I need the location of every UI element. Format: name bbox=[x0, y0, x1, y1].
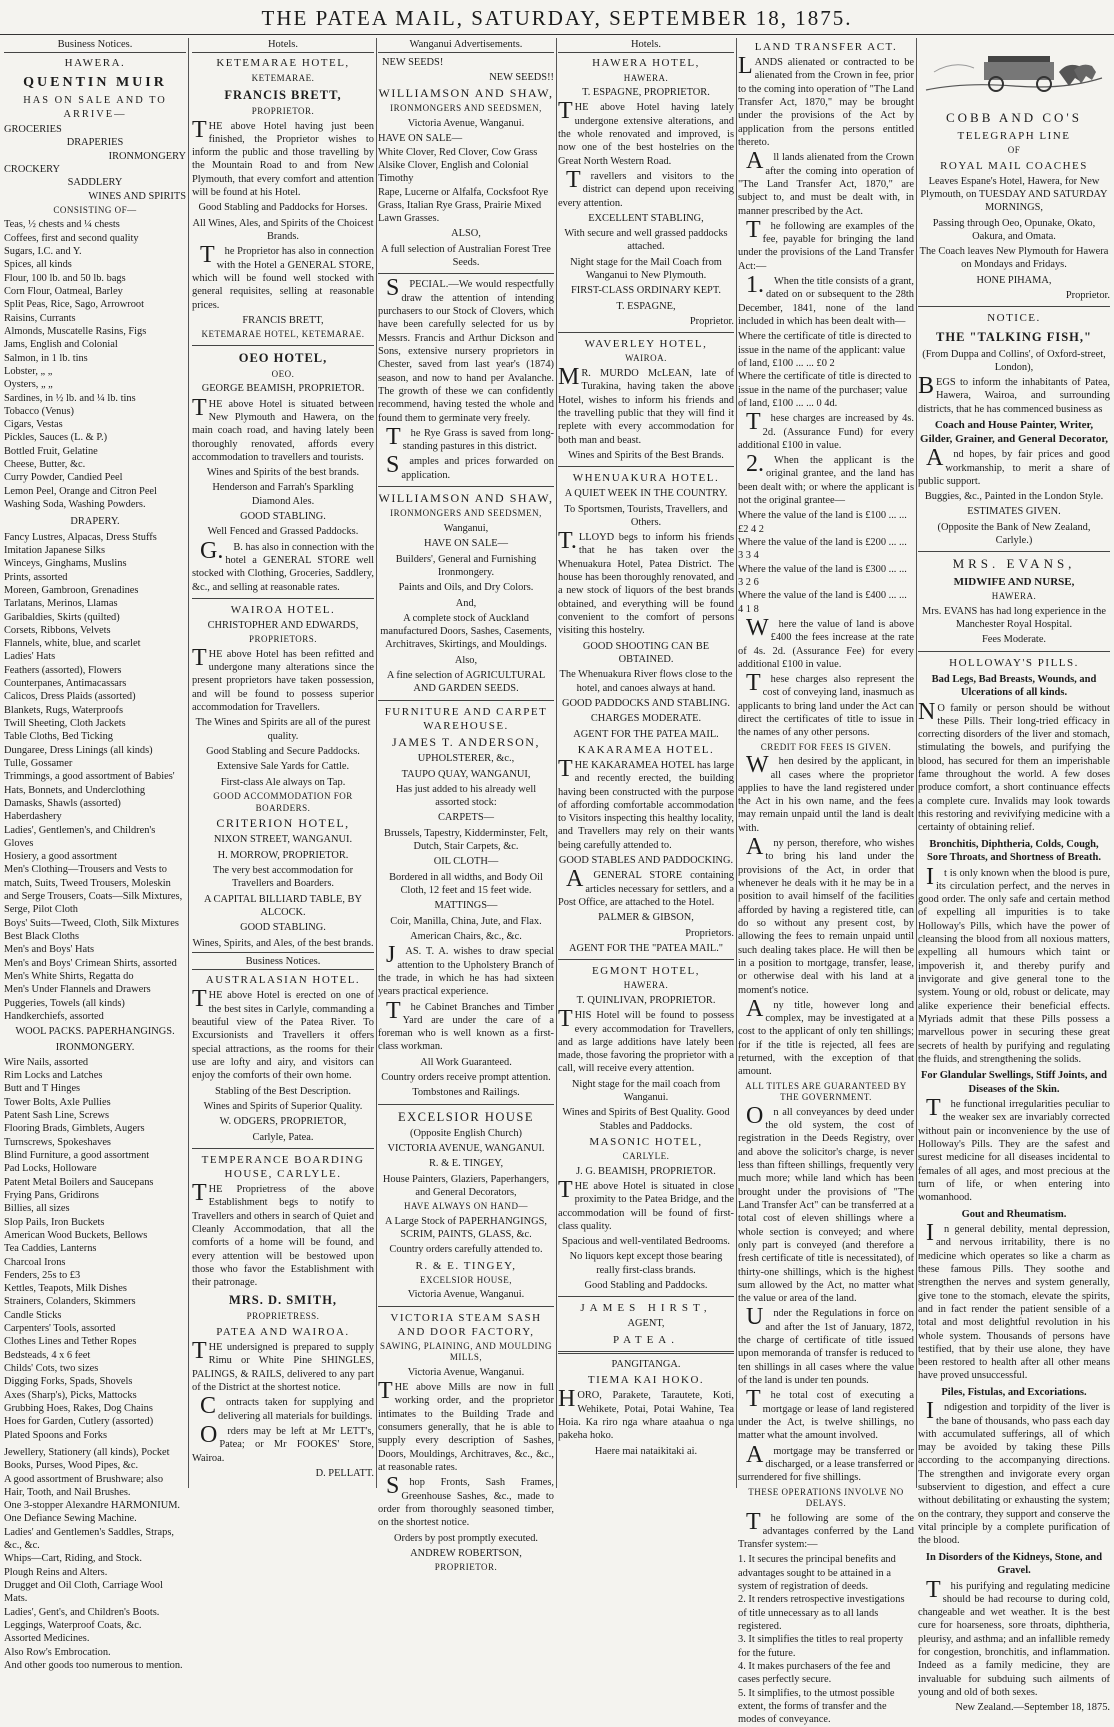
divider bbox=[918, 306, 1110, 307]
ad-text: Buggies, &c., Painted in the London Style. bbox=[924, 491, 1104, 503]
ad-text: Well Fenced and Grassed Paddocks. bbox=[207, 526, 359, 538]
notice-text: Amortgage may be transferred or discharged, or a lease transferred or surrendered for five shillings. bbox=[738, 1441, 914, 1484]
ad-text: GOOD STABLES AND PADDOCKING. bbox=[558, 855, 734, 867]
ad-text: Indigestion and torpidity of the liver is the bane of thousands, who pass each day with accumulated sufferings, all of which may be avoided by taking these Pills according to the accompanying directions. The strengthen and invigorate every organ subservient to digestion, and effect a cure without debilitating or exhausting the system; on the contrary, they support and conserve the vital principle by a complete purification of the blood. bbox=[918, 1398, 1110, 1547]
column-divider bbox=[736, 38, 737, 1488]
ad-text: Country orders carefully attended to. bbox=[389, 1244, 543, 1256]
ad-text: Stabling of the Best Description. bbox=[215, 1085, 351, 1097]
trade-line: Coach and House Painter, Writer, Gilder, Grainer, and General Decorator, bbox=[920, 419, 1108, 446]
ad-text: Haere mai nataikitaki ai. bbox=[594, 1445, 698, 1457]
notice-text: 2.When the applicant is the original grantee, and the land has been dealt with; or where the applicant is not the original grantee— bbox=[738, 451, 914, 507]
signature: ANDREW ROBERTSON, bbox=[410, 1547, 522, 1559]
ad-title: EXCELSIOR HOUSE bbox=[397, 1109, 535, 1124]
notice-text: The following are some of the advantages conferred by the Land Transfer system:— bbox=[738, 1508, 914, 1551]
merchant-trade: IRONMONGERS AND SEEDSMEN, bbox=[390, 508, 542, 519]
hotel-title: KAKARAMEA HOTEL. bbox=[577, 743, 715, 756]
divider bbox=[918, 651, 1110, 652]
ad-text: It is only known when the blood is pure, its circulation perfect, and the nerves in good order. The only safe and certain method of expelling all impurities is to take Holloway's Pills, which have the power of cleansing the blood from all noxious matters, expelling all humours which taint or impoverish it, and thereby purify and invigorate and give general tone to the system. Young or old, robust or delicate, may alike experience their beneficial effects. Myriads admit that these Pills possess a marvellous power in securing these great secrets of health by purifying and regulating the fluids, and strengthening the solids. bbox=[918, 863, 1110, 1065]
category: SADDLERY bbox=[67, 177, 123, 189]
divider bbox=[378, 486, 554, 487]
ad-text: Night stage for the Mail Coach from Wanganui to New Plymouth. bbox=[570, 256, 722, 282]
ad-text: (Opposite the Bank of New Zealand, Carlyle.) bbox=[937, 521, 1091, 547]
ad-title: TEMPERANCE BOARDING HOUSE, CARLYLE. bbox=[201, 1153, 365, 1180]
column-1 bbox=[4, 38, 186, 1671]
ad-text: Wines and Spirits of Best Quality. Good Stables and Paddocks. bbox=[562, 1107, 730, 1132]
ad-text: Good Stabling and Secure Paddocks. bbox=[206, 746, 360, 758]
proprietor-name: J. G. BEAMISH, PROPRIETOR. bbox=[576, 1165, 716, 1177]
proprietor-role: PROPRIETOR. bbox=[434, 1562, 498, 1573]
ad-text: A Large Stock of PAPERHANGINGS, SCRIM, PAINTS, GLASS, &c. bbox=[385, 1215, 547, 1241]
category-list bbox=[4, 123, 186, 203]
ad-text: Travellers and visitors to the district can depend upon receiving every attention. bbox=[558, 166, 734, 209]
ad-text: The functional irregularities peculiar to the weaker sex are invariably corrected without pain or inconvenience by the use of Holloway's Pills. They are the safest and surest medicine for all diseases incidental to females of all ages, and most precious at the turn of life, or when entering into womanhood. bbox=[918, 1095, 1110, 1204]
merchant-address: TAUPO QUAY, WANGANUI, bbox=[401, 768, 531, 780]
sub-heading: In Disorders of the Kidneys, Stone, and Gravel. bbox=[925, 1551, 1103, 1577]
and-label: And, bbox=[455, 597, 477, 609]
section-header: Business Notices. bbox=[4, 38, 186, 53]
notice-title: PANGITANGA. bbox=[611, 1358, 681, 1370]
merchant-name: JAMES T. ANDERSON, bbox=[392, 734, 540, 749]
hotel-place: WAIROA. bbox=[625, 353, 667, 364]
misc-goods: Jewellery, Stationery (all kinds), Pocket Books, Purses, Wood Pipes, &c. A good assortment of Brushware; also Hair, Tooth, and Nail Brushes. One 3-stopper Alexandre HARMONIUM. One Defiance Sewing Machine. Ladies' and Gentlemen's Saddles, Straps, &c., &c. Whips—Cart, Riding, and Stock. Plough Reins and Alters. Drugget and Oil Cloth, Carriage Wool Mats. Ladies', Gent's, and Children's Boots. Leggings, Waterproof Coats, &c. Assorted Medicines. Also Row's Embrocation. And other goods too numerous to mention. bbox=[4, 1446, 183, 1671]
hotel-place: HAWERA. bbox=[623, 72, 669, 83]
notice-text: Under the Regulations in force on and after the 1st of January, 1872, the charge of certificate of title issued upon memoranda of transfer is reduced to ten shillings in all cases where the value of the land is under ten pounds. bbox=[738, 1304, 914, 1386]
ad-text: House Painters, Glaziers, Paperhangers, and General Decorators, bbox=[382, 1173, 550, 1198]
hotel-place: KETEMARAE. bbox=[251, 72, 315, 83]
signature: HONE PIHAMA, bbox=[976, 274, 1052, 286]
also-label: Also, bbox=[454, 654, 478, 666]
coach-title: ROYAL MAIL COACHES bbox=[940, 159, 1088, 172]
ad-text: Country orders receive prompt attention. bbox=[381, 1072, 551, 1084]
ad-text: A CAPITAL BILLIARD TABLE, BY ALCOCK. bbox=[204, 893, 362, 918]
divider bbox=[378, 273, 554, 274]
hotel-place: HAWERA. bbox=[623, 980, 669, 991]
notice-text: The total cost of executing a mortgage or lease of land registered under the Act, is twelve shillings, no matter what the amount involved. bbox=[738, 1386, 914, 1442]
divider bbox=[192, 345, 374, 346]
ad-text: Samples and prices forwarded on application. bbox=[386, 452, 554, 481]
merchant-trade: UPHOLSTERER, &c., bbox=[417, 753, 515, 765]
fee-table: Where the certificate of title is directed to issue in the name of the applicant: value of land, £100 ... ... £0 2 Where the certificate of title is directed to issue in the name of the purchaser; value of land, £100 ... ... 0 4d. bbox=[738, 331, 912, 409]
sub-heading: HAVE ALWAYS ON HAND— bbox=[403, 1201, 529, 1212]
divider bbox=[192, 598, 374, 599]
ad-text: THE above Hotel is situated between New Plymouth and Hawera, on the main coach road, and having lately been thoroughly renovated, affords every accommodation to travellers and tourists. bbox=[192, 394, 374, 463]
category: WINES AND SPIRITS bbox=[88, 190, 186, 202]
hotel-title: AUSTRALASIAN HOTEL. bbox=[205, 974, 361, 987]
ironmongery-list: Wire Nails, assorted Rim Locks and Latches Butt and T Hinges Tower Bolts, Axle Pullies Patent Sash Line, Screws Flooring Brads, Gimblets, Augers Turnscrews, Spokeshaves Blind Furniture, a good assortment Pad Locks, Holloware Patent Metal Boilers and Saucepans Frying Pans, Gridirons Billies, all sizes Slop Pails, Iron Buckets American Wood Buckets, Bellows Tea Caddies, Lanterns Charcoal Irons Fenders, 25s to £3 Kettles, Teapots, Milk Dishes Strainers, Colanders, Skimmers Candle Sticks Carpenters' Tools, assorted Clothes Lines and Tether Ropes Bedsteads, 4 x 6 feet Childs' Cots, two sizes Digging Forks, Spads, Shovels Axes (Sharp's), Picks, Mattocks Grubbing Hoes, Rakes, Dog Chains Hoes for Garden, Cutlery (assorted) Plated Spoons and Forks bbox=[4, 1056, 154, 1441]
hotel-address: NIXON STREET, WANGANUI. bbox=[213, 834, 353, 846]
ad-text: In general debility, mental depression, and nervous irritability, there is no medicine which operates so like a charm as these famous Pills. They soothe and strengthen the nerves and system generally, give tone to the stomach, elevate the spirits, and in fact render the patient sensible of a total and most delightful revolution in his whole system. Thousands of persons have testified, that by their use alone, they have been restored to health after all other means have proved unsuccessful. bbox=[918, 1220, 1110, 1382]
ad-subtitle: MIDWIFE AND NURSE, bbox=[953, 576, 1075, 589]
notice-text: These charges also represent the cost of conveying land, inasmuch as applicants to bring land under the Act can direct the certificates of title to issue in the names of any other persons. bbox=[738, 670, 914, 739]
notice-text: These charges are increased by 4s. 2d. (Assurance Fund) for every additional £100 in value. bbox=[738, 409, 914, 451]
signature: W. ODGERS, PROPRIETOR, bbox=[219, 1116, 347, 1128]
ad-text: GOOD STABLING. bbox=[240, 511, 326, 523]
signature: D. PELLATT. bbox=[315, 1467, 374, 1479]
ad-text: GOOD SHOOTING CAN BE OBTAINED. bbox=[582, 640, 710, 665]
also-label: ALSO, bbox=[451, 228, 481, 240]
divider bbox=[918, 551, 1110, 552]
seed-list: White Clover, Red Clover, Cow Grass Alsike Clover, English and Colonial Timothy Rape, Lucerne or Alfalfa, Cocksfoot Rye Grass, Italian Rye Grass, Prairie Mixed Lawn Grasses. bbox=[378, 146, 549, 225]
proprietor-name: FRANCIS BRETT, bbox=[224, 88, 342, 103]
ironmongery-heading: IRONMONGERY. bbox=[55, 1041, 135, 1053]
notice-subtitle: TIEMA KAI HOKO. bbox=[587, 1374, 705, 1387]
proprietor-name: MRS. D. SMITH, bbox=[228, 1293, 338, 1308]
notice-text: When desired by the applicant, in all cases where the proprietor applies to have the land registered under the Act in his own name, and the fees may remain unpaid until the land is dealt with. bbox=[738, 752, 914, 834]
divider bbox=[558, 466, 734, 467]
ad-text: Wines, Spirits, and Ales, of the best brands. bbox=[192, 937, 374, 949]
ad-text: Bordered in all widths, and Body Oil Cloth, 12 feet and 15 feet wide. bbox=[389, 871, 543, 897]
notice-text: Where the value of land is above £400 the fees increase at the rate of 4s. 2d. (Assurance Fee) for every additional £100 in value. bbox=[738, 614, 914, 670]
ad-text: And hopes, by fair prices and good workmanship, to merit a share of public support. bbox=[918, 445, 1110, 487]
coach-of: OF bbox=[1007, 145, 1021, 156]
notice-subheading: THESE OPERATIONS INVOLVE NO DELAYS. bbox=[748, 1486, 904, 1509]
ad-text: A fine selection of AGRICULTURAL AND GARDEN SEEDS. bbox=[386, 670, 546, 695]
ad-intro: HAS ON SALE AND TO ARRIVE— bbox=[23, 95, 167, 120]
ad-text: G.B. has also in connection with the hotel a GENERAL STORE well stocked with Clothing, Groceries, Saddlery, &c., and selling at reasonable rates. bbox=[192, 537, 374, 593]
ad-text: Builders', General and Furnishing Ironmongery. bbox=[395, 553, 537, 578]
groceries-list: Teas, ½ chests and ¼ chests Coffees, first and second quality Sugars, I.C. and Y. Spices, all kinds Flour, 100 lb. and 50 lb. bags Corn Flour, Oatmeal, Barley Split Peas, Rice, Sago, Arrowroot Raisins, Currants Almonds, Muscatelle Rasins, Figs Jams, English and Colonial Salmon, in 1 lb. tins Lobster, „ „ Oysters, „ „ Sardines, in ½ lb. and ¼ lb. tins Tobacco (Venus) Cigars, Vestas Pickles, Sauces (L. & P.) Bottled Fruit, Gelatine Cheese, Butter, &c. Curry Powder, Candied Peel Lemon Peel, Orange and Citron Peel Washing Soda, Washing Powders. bbox=[4, 219, 157, 510]
masthead-rule bbox=[0, 34, 1114, 35]
ad-text: Contracts taken for supplying and delivering all materials for buildings. bbox=[200, 1393, 374, 1422]
advantages-list: 1. It secures the principal benefits and advantages sought to be attained in a system of registration of deeds. 2. It renders retrospective investigations of title unnecessary as to all lands registered. 3. It simplifies the titles to real property for the future. 4. It makes purchasers of the fee and cases perfectly secure. 5. It simplifies, to the utmost possible extent, the forms of transfer and the modes of conveyance. bbox=[738, 1554, 905, 1726]
ad-text: Wines and Spirits of Superior Quality. bbox=[203, 1100, 363, 1112]
column-6 bbox=[918, 38, 1110, 1714]
ad-text: Fees Moderate. bbox=[981, 634, 1047, 646]
ad-text: This purifying and regulating medicine should be had recourse to during cold, changeable and wet weather. It is the best cure for hoarseness, sore throats, diphtheria, pleurisy, and asthma; and an infallible remedy for congestion, bronchitis, and inflammation. Indeed as a family medicine, they are invaluable for subduing such ailments of young and old of both sexes. bbox=[918, 1576, 1110, 1699]
ad-text: Wines and Spirits of the Best Brands. bbox=[568, 449, 724, 461]
ad-text: Orders may be left at Mr LETT's, Patea; or Mr FOOKES' Store, Wairoa. bbox=[192, 1421, 374, 1464]
merchant-place: Wanganui, bbox=[443, 522, 489, 534]
proprietor-role: PROPRIETORS. bbox=[248, 634, 318, 645]
fee-table: Where the value of the land is £100 ... ... £2 4 2 Where the value of the land is £200 ... ... 3 3 4 Where the value of the land is £300 ... ... 3 2 6 Where the value of the land is £400 ... ... 4 1 8 bbox=[738, 510, 907, 615]
ad-text: Mrs. EVANS has had long experience in the Manchester Royal Hospital. bbox=[922, 605, 1106, 630]
ad-text: NO family or person should be without these Pills. Their long-tried efficacy in correcting disorders of the liver and stomach, stimulating the bowels, and purifying the blood, has secured for them an imperishable fame throughout the world. A few doses produce comfort, a short continuance effects a complete cure. Invalids may look towards this restoring and revivifying medicine with a certainty of obtaining relief. bbox=[918, 698, 1110, 834]
ad-title: FURNITURE AND CARPET WAREHOUSE. bbox=[384, 705, 548, 732]
ad-text: GOOD STABLING. bbox=[240, 922, 326, 934]
ad-text: Spacious and well-ventilated Bedrooms. bbox=[562, 1236, 730, 1248]
ad-text: THE KAKARAMEA HOTEL has large and recently erected, the building having been constructed with the purpose of affording comfortable accommodation to Visitors inspecting this healthy locality, and Travellers may rely on their wants being carefully attended to. bbox=[558, 755, 734, 851]
section-header: Business Notices. bbox=[192, 952, 374, 970]
column-4 bbox=[558, 38, 734, 1490]
ad-text: HORO, Parakete, Tarautete, Koti, Wehikete, Potai, Potai Wahine, Tea Hoia. Ka riro nga whare ataahua o nga pakeha hoko. bbox=[558, 1386, 734, 1442]
ad-place: HAWERA. bbox=[991, 591, 1037, 602]
column-3 bbox=[378, 38, 554, 1573]
ad-text: GOOD PADDOCKS AND STABLING. bbox=[562, 697, 730, 709]
proprietor-role: Proprietors. bbox=[685, 927, 734, 939]
ad-text: Tombstones and Railings. bbox=[412, 1087, 520, 1099]
ad-text: Paints and Oils, and Dry Colors. bbox=[398, 582, 534, 594]
ad-text: Has just added to his already well assorted stock: bbox=[395, 783, 537, 809]
ad-text: THE Proprietress of the above Establishment begs to notify to Travellers and others in search of Quiet and Cleanly Accommodation, that all the comforts of a home will be found, and every attention will be bestowed upon those who favor the Establishment with their patronage. bbox=[192, 1179, 374, 1289]
agent-name: JAMES HIRST, bbox=[580, 1302, 712, 1315]
agent-place: PATEA. bbox=[613, 1333, 679, 1346]
merchant-address: Victoria Avenue, Wanganui. bbox=[407, 117, 525, 129]
ad-text: THE above Hotel having lately undergone extensive alterations, and the whole renovated and improved, is now one of the best hostelries on the Great North Western Road. bbox=[558, 98, 734, 167]
have-on-sale: HAVE ON SALE— bbox=[378, 133, 463, 145]
ad-text: The very best accommodation for Travellers and Boarders. bbox=[212, 865, 354, 890]
column-2 bbox=[192, 38, 374, 1490]
hotel-title: KETEMARAE HOTEL, bbox=[216, 57, 350, 70]
hotel-title: OEO HOTEL, bbox=[238, 350, 328, 365]
coach-line: TELEGRAPH LINE bbox=[957, 129, 1071, 142]
seeds-headline: NEW SEEDS!! bbox=[489, 71, 554, 83]
signature: T. ESPAGNE, bbox=[616, 300, 676, 312]
signature-place: EXCELSIOR HOUSE, bbox=[419, 1274, 512, 1285]
divider bbox=[558, 332, 734, 333]
hotel-place: OEO. bbox=[271, 368, 295, 379]
signature: FRANCIS BRETT, bbox=[242, 314, 324, 326]
signature: R. & E. TINGEY, bbox=[415, 1259, 517, 1272]
ad-text: First-class Ale always on Tap. bbox=[220, 776, 346, 788]
divider bbox=[378, 1104, 554, 1105]
ad-text: All Work Guaranteed. bbox=[420, 1056, 512, 1068]
hotel-title: WHENUAKURA HOTEL. bbox=[572, 472, 720, 485]
divider bbox=[378, 700, 554, 701]
ad-subtitle: SAWING, PLAINING, AND MOULDING MILLS, bbox=[379, 1340, 553, 1363]
sub-heading: Gout and Rheumatism. bbox=[961, 1208, 1067, 1220]
ad-text: Wines and Spirits of the best brands. bbox=[206, 467, 360, 479]
ad-text: To Sportsmen, Tourists, Travellers, and Others. bbox=[564, 503, 728, 528]
ad-text: THIS Hotel will be found to possess every accommodation for Travellers, and as large additions have lately been made, those favoring the proprietor with a call, will receive every attention. bbox=[558, 1006, 734, 1075]
merchant-name: WILLIAMSON AND SHAW, bbox=[378, 86, 554, 101]
ad-text: The Rye Grass is saved from long-standing pastures in this district. bbox=[386, 423, 554, 453]
hotel-title: HAWERA HOTEL, bbox=[592, 57, 700, 70]
merchant-name: R. & E. TINGEY, bbox=[428, 1158, 504, 1170]
category: GROCERIES bbox=[4, 124, 62, 136]
divider bbox=[192, 1148, 374, 1149]
ad-text: BEGS to inform the inhabitants of Patea, Hawera, Wairoa, and surrounding districts, that he has commenced business as bbox=[918, 373, 1110, 415]
ad-text: Extensive Sale Yards for Cattle. bbox=[216, 761, 350, 773]
ad-text: AGENT FOR THE PATEA MAIL. bbox=[573, 728, 719, 740]
notice-text: The following are examples of the fee, payable for bringing the land under the provisions of the Land Transfer Act:— bbox=[738, 216, 914, 272]
ad-text: THE above Hotel has been refitted and undergone many alterations since the present proprietors have taken possession, and will be found to possess superior accommodation for Travellers. bbox=[192, 644, 374, 714]
divider bbox=[378, 1306, 554, 1307]
notice-text: LANDS alienated or contracted to be alienated from the Crown in fee, prior to the coming into operation of "The Land Transfer Act, 1870," may be brought under the provisions of the Act by application from the persons entitled thereto. bbox=[738, 53, 914, 148]
drapery-list: Fancy Lustres, Alpacas, Dress Stuffs Imitation Japanese Silks Winceys, Ginghams, Muslins Prints, assorted Moreen, Gambroon, Grenadines Tarlatans, Merinos, Llamas Garibaldies, Skirts (quilted) Corsets, Ribbons, Velvets Flannels, white, blue, and scarlet Ladies' Hats Feathers (assorted), Flowers Counterpanes, Antimacassars Calicos, Dress Plaids (assorted) Blankets, Rugs, Waterproofs Twill Sheeting, Cloth Jackets Table Cloths, Bed Ticking Dungaree, Dress Linings (all kinds) Tulle, Gossamer Trimmings, a good assortment of Babies' Hats, Bonnets, and Underclothing Damasks, Shawls (assorted) Haberdashery Ladies', Gentlemen's, and Children's Gloves Hosiery, a good assortment Men's Clothing—Trousers and Vests to match, Suits, Tweed Trousers, Moleskin and Serge Trousers, Coats—Silk Mixtures, Serge, Pilot Cloth Boys' Suits—Tweed, Cloth, Silk Mixtures Best Black Cloths Men's and Boys' Hats Men's and Boys' Crimean Shirts, assorted Men's White Shirts, Regatta do Men's Under Flannels and Drawers Puggeries, Towels (all kinds) Handkerchiefs, assorted bbox=[4, 531, 183, 1022]
sub-heading: OIL CLOTH— bbox=[433, 856, 499, 868]
notice-text: 1.When the title consists of a grant, dated on or subsequent to the 28th December, 1841, none of the land included in which has been dealt with— bbox=[738, 272, 914, 328]
ad-text: T.LLOYD begs to inform his friends that he has taken over the Whenuakura Hotel, Patea District. The house has been thoroughly renovated, and a new stock of liquors of the best brands obtained, and everything will be found convenient to the comfort of persons visiting this hostelry. bbox=[558, 528, 734, 637]
ad-title: VICTORIA STEAM SASH AND DOOR FACTORY, bbox=[390, 1311, 542, 1338]
ad-text: AGENERAL STORE containing articles necessary for settlers, and a Post Office, are attached to the Hotel. bbox=[558, 866, 734, 909]
signature: PALMER & GIBSON, bbox=[598, 912, 694, 924]
ad-text: SPECIAL.—We would respectfully draw the attention of intending purchasers to our Stock of Clovers, which have been carefully selected for us by Messrs. Francis and Arthur Dickson and Sons, extensive nursery proprietors in Chester, saved from last year's (1874) season, and now to hand per Avalanche. The growth of these we can confidently recommend, having tested the whole and found them to germinate very freely. bbox=[378, 275, 554, 424]
masthead: THE PATEA MAIL, SATURDAY, SEPTEMBER 18, 1875. bbox=[261, 6, 853, 30]
ad-text: Henderson and Farrah's Sparkling Diamond Ales. bbox=[212, 482, 354, 507]
category: IRONMONGERY bbox=[108, 150, 186, 162]
sub-heading: CARPETS— bbox=[437, 812, 494, 824]
notice-subheading: CREDIT FOR FEES IS GIVEN. bbox=[760, 741, 892, 752]
ad-text: The Wines and Spirits are all of the purest quality. bbox=[195, 717, 371, 742]
ad-text: MR. MURDO McLEAN, late of Turakina, having taken the above Hotel, wishes to inform his friends and the travelling public that they will find it replete with every accommodation for both man and beast. bbox=[558, 363, 734, 446]
ad-text: The Whenuakura River flows close to the hotel, and canoes always at hand. bbox=[559, 669, 733, 694]
agent-line: AGENT FOR THE "PATEA MAIL." bbox=[568, 942, 724, 954]
merchant-address: Victoria Avenue, Wanganui. bbox=[407, 1366, 525, 1378]
ad-text: Night stage for the mail coach from Wanganui. bbox=[571, 1078, 721, 1104]
ad-text: The Proprietor has also in connection with the Hotel a GENERAL STORE, which will be found well stocked with general requisites, selling at reasonable prices. bbox=[192, 242, 374, 311]
footer-date: New Zealand.—September 18, 1875. bbox=[955, 1702, 1110, 1714]
column-divider bbox=[556, 38, 557, 1488]
wool-line: WOOL PACKS. PAPERHANGINGS. bbox=[15, 1026, 175, 1038]
proprietor-role: Proprietor. bbox=[1065, 290, 1110, 302]
agent-role: AGENT, bbox=[627, 1318, 665, 1330]
ad-text: THE above Hotel having just been finished, the Proprietor wishes to inform the public and those travelling by the Mountain Road to and from New Plymouth, that every comfort and attention will be found at his Hotel. bbox=[192, 116, 374, 199]
ad-text: With secure and well grassed paddocks attached. bbox=[564, 228, 728, 253]
sub-heading: For Glandular Swellings, Stiff Joints, and Diseases of the Skin. bbox=[920, 1070, 1108, 1095]
notice-subheading: ALL TITLES ARE GUARANTEED BY THE GOVERNMENT. bbox=[745, 1080, 907, 1103]
hotel-place: CARLYLE. bbox=[622, 1151, 670, 1162]
signature-place: KETEMARAE HOTEL, KETEMARAE. bbox=[201, 329, 365, 340]
merchant-name: WILLIAMSON AND SHAW, bbox=[378, 491, 554, 506]
divider bbox=[558, 959, 734, 960]
ad-text: A complete stock of Auckland manufactured Doors, Sashes, Casements, Architraves, Skirtings, and Mouldings. bbox=[380, 612, 552, 651]
ad-text: FIRST-CLASS ORDINARY KEPT. bbox=[570, 285, 722, 297]
hotel-title: WAVERLEY HOTEL, bbox=[584, 338, 708, 351]
notice-text: On all conveyances by deed under the old system, the cost of registration in the Deeds Registry, over and above the solicitor's charge, is never less than fifteen shillings, frequently very much more; while land which has been brought under the provisions of "The Land Transfer Act" can be transferred at a total cost of eleven shillings where a whole section is conveyed; and where only part is conveyed (and therefore a fresh certificate of title is necessitated), of thirty-one shillings, which is the highest sum allowed by the Act, no matter what the value or area of the land. bbox=[738, 1102, 914, 1305]
ad-subtitle: (Opposite English Church) bbox=[410, 1127, 522, 1139]
ad-text: Brussels, Tapestry, Kidderminster, Felt, Dutch, Stair Carpets, &c. bbox=[384, 827, 548, 853]
proprietor-name: T. QUINLIVAN, PROPRIETOR. bbox=[576, 994, 716, 1006]
mail-coach-engraving bbox=[924, 42, 1104, 100]
ad-text: THE above Mills are now in full working order, and the proprietor intimates to the Building Trade and consumers generally, that he is able to supply every description of Sashes, Doors, Mouldings, Architraves, &c., &c., at reasonable rates. bbox=[378, 1378, 554, 1473]
sub-heading: MATTINGS— bbox=[434, 900, 498, 912]
section-header: Wanganui Advertisements. bbox=[378, 38, 554, 53]
column-divider bbox=[916, 38, 917, 1488]
ad-text: THE undersigned is prepared to supply Rimu or White Pine SHINGLES, PALINGS, & RAILS, delivered to any part of the District at the shortest notice. bbox=[192, 1338, 374, 1394]
ad-text: No liquors kept except those bearing really first-class brands. bbox=[569, 1251, 723, 1276]
ad-title: HOLLOWAY'S PILLS. bbox=[949, 656, 1079, 669]
ad-text: Passing through Oeo, Opunake, Okato, Oakura, and Omata. bbox=[932, 217, 1096, 242]
ad-text: American Chairs, &c., &c. bbox=[410, 930, 522, 942]
ad-text: Leaves Espane's Hotel, Hawera, for New Plymouth, on TUESDAY AND SATURDAY MORNINGS, bbox=[920, 175, 1108, 214]
hotel-title: EGMONT HOTEL, bbox=[592, 965, 700, 978]
ad-subtitle: (From Duppa and Collins', of Oxford-street, London), bbox=[922, 348, 1106, 373]
section-header: Hotels. bbox=[558, 38, 734, 53]
ad-title: PATEA AND WAIROA. bbox=[216, 1326, 350, 1338]
proprietor-role: Proprietor. bbox=[689, 316, 734, 328]
notice-text: Any person, therefore, who wishes to bring his land under the provisions of the Act, in order that whenever he deals with it he may be in a position to avail himself of the facilities afforded by having a registered title, can do so without any present cost, by allowing the fees to remain unpaid until such dealing takes place. He will then be in a position to mortgage, transfer, lease, or otherwise deal with his land at a moment's notice. bbox=[738, 834, 914, 996]
sub-heading: Piles, Fistulas, and Excoriations. bbox=[941, 1386, 1087, 1398]
ad-text: Good Stabling and Paddocks for Horses. bbox=[198, 202, 368, 214]
merchant-address: VICTORIA AVENUE, WANGANUI. bbox=[387, 1143, 545, 1155]
ad-text: GOOD ACCOMMODATION FOR BOARDERS. bbox=[213, 790, 353, 813]
signature-place: Victoria Avenue, Wanganui. bbox=[407, 1289, 525, 1301]
ad-merchant-name: QUENTIN MUIR bbox=[23, 74, 167, 90]
column-divider bbox=[376, 38, 377, 1488]
notice-text: All lands alienated from the Crown after the coming into operation of "The Land Transfer Act, 1870," are subject to, and must be dealt with, in manner prescribed by the Act. bbox=[738, 148, 914, 217]
category: CROCKERY bbox=[4, 163, 61, 175]
ad-text: THE above Hotel is erected on one of the best sites in Carlyle, commanding a beautiful view of the Patea River. To Excursionists and Travellers it offers special attractions, as the rooms for their use are lofty and airy, and visitors can enjoy the comforts of their own home. bbox=[192, 986, 374, 1082]
hotel-title: CRITERION HOTEL, bbox=[216, 816, 350, 831]
seeds-headline: NEW SEEDS! bbox=[382, 57, 444, 69]
ad-town: HAWERA. bbox=[64, 57, 126, 70]
proprietor-role: PROPRIETRESS. bbox=[246, 1311, 320, 1322]
have-on-sale: HAVE ON SALE— bbox=[423, 538, 509, 550]
ad-text: All Wines, Ales, and Spirits of the Choicest Brands. bbox=[192, 217, 374, 243]
proprietor-name: T. ESPAGNE, PROPRIETOR. bbox=[582, 87, 710, 99]
hotel-title: WAIROA HOTEL. bbox=[230, 603, 336, 616]
coach-company: COBB AND CO'S bbox=[946, 110, 1082, 126]
section-header: Hotels. bbox=[192, 38, 374, 53]
ad-text: ESTIMATES GIVEN. bbox=[967, 506, 1061, 518]
ad-text: A full selection of Australian Forest Tree Seeds. bbox=[381, 243, 551, 269]
merchant-trade: IRONMONGERS AND SEEDSMEN, bbox=[390, 103, 542, 114]
ad-text: The Coach leaves New Plymouth for Hawera on Mondays and Fridays. bbox=[919, 246, 1109, 271]
notice-title: LAND TRANSFER ACT. bbox=[754, 41, 898, 53]
proprietor-name: GEORGE BEAMISH, PROPRIETOR. bbox=[201, 383, 365, 395]
notice-title: NOTICE. bbox=[987, 312, 1041, 325]
drapery-heading: DRAPERY. bbox=[70, 516, 120, 528]
column-5 bbox=[738, 38, 914, 1726]
ad-text: Shop Fronts, Sash Frames, Greenhouse Sashes, &c., made to order from thoroughly seasoned timber, on the shortest notice. bbox=[378, 1473, 554, 1529]
consisting-label: CONSISTING OF— bbox=[53, 204, 137, 215]
ad-text: CHARGES MODERATE. bbox=[590, 713, 702, 725]
notice-text: Any title, however long and complex, may be investigated at a cost to the applicant of only ten shillings; for if the title is rejected, all fees are returned, with the exception of that amount. bbox=[738, 995, 914, 1078]
ad-text: JAS. T. A. wishes to draw special attention to the Upholstery Branch of the trade, in which he has had sixteen years practical experience. bbox=[378, 942, 554, 998]
sub-heading: Bad Legs, Bad Breasts, Wounds, and Ulcerations of all kinds. bbox=[931, 673, 1097, 699]
column-divider bbox=[188, 38, 189, 1488]
hotel-title: MASONIC HOTEL, bbox=[589, 1136, 703, 1148]
ad-title: MRS. EVANS, bbox=[952, 556, 1076, 572]
signature-place: Carlyle, Patea. bbox=[252, 1131, 314, 1143]
proprietor-role: PROPRIETOR. bbox=[251, 106, 315, 117]
proprietor-name: H. MORROW, PROPRIETOR. bbox=[217, 849, 349, 861]
ad-text: Good Stabling and Paddocks. bbox=[584, 1280, 708, 1292]
ad-text: Coir, Manilla, China, Jute, and Flax. bbox=[390, 915, 542, 927]
ad-text: The Cabinet Branches and Timber Yard are under the care of a foreman who is well known as a first-class workman. bbox=[378, 997, 554, 1053]
sub-heading: Bronchitis, Diphtheria, Colds, Cough, Sore Throats, and Shortness of Breath. bbox=[927, 838, 1101, 864]
ad-text: THE above Hotel is situated in close proximity to the Patea Bridge, and the accommodation will be found of first-class quality. bbox=[558, 1176, 734, 1232]
ad-text: EXCELLENT STABLING, bbox=[588, 212, 704, 224]
divider bbox=[558, 1296, 734, 1297]
ad-text: Orders by post promptly executed. bbox=[394, 1532, 538, 1544]
ad-title: THE "TALKING FISH," bbox=[936, 329, 1092, 344]
category: DRAPERIES bbox=[66, 137, 124, 149]
ad-text: A QUIET WEEK IN THE COUNTRY. bbox=[564, 488, 728, 500]
proprietor-name: CHRISTOPHER AND EDWARDS, bbox=[207, 620, 359, 632]
divider bbox=[558, 1351, 734, 1354]
